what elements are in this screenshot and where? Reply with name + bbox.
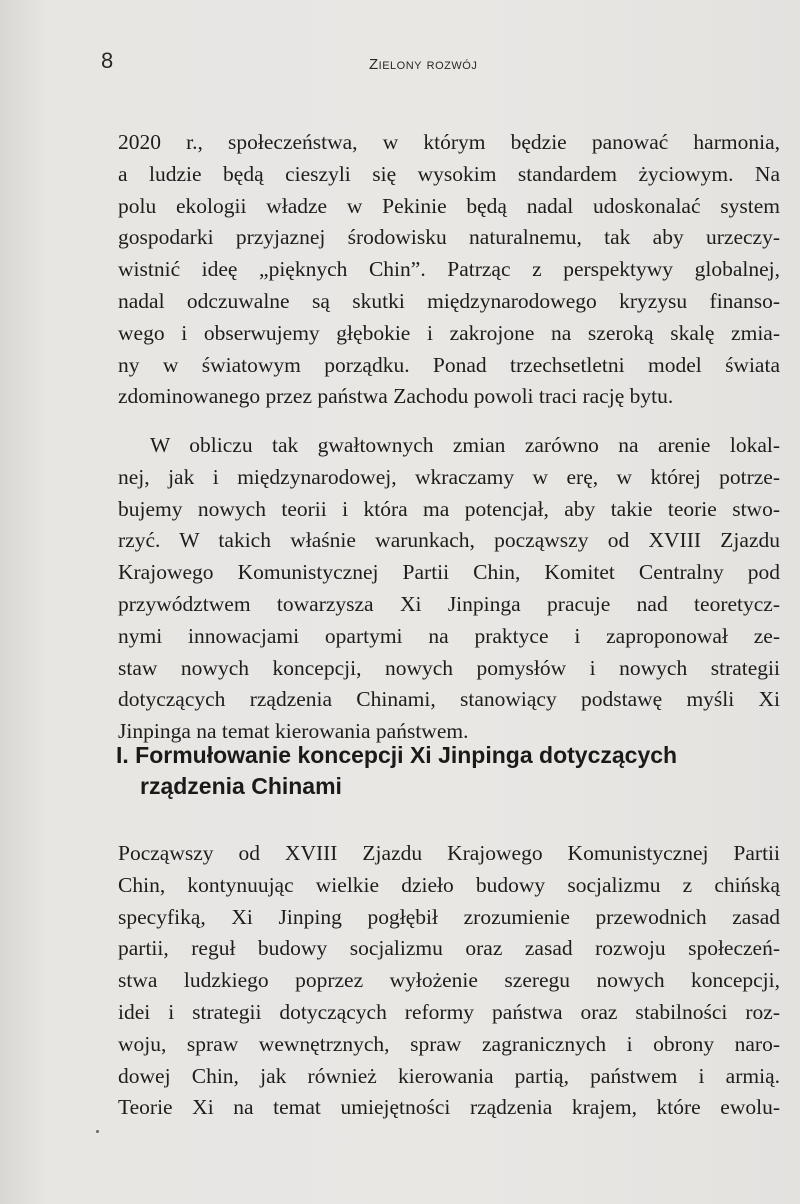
text-line: nej, jak i międzynarodowej, wkraczamy w erę, w której potrze- (118, 464, 780, 489)
text-line: Krajowego Komunistycznej Partii Chin, Komitet Centralny pod (118, 560, 780, 585)
text-line: wego i obserwujemy głębokie i zakrojone na szeroką skalę zmia- (118, 320, 780, 345)
paragraph-2 (118, 430, 780, 748)
text-line: rzyć. W takich właśnie warunkach, począwszy od XVIII Zjazdu (118, 528, 780, 553)
text-line: specyfiką, Xi Jinping pogłębił zrozumienie przewodnich zasad (118, 904, 780, 929)
text-line: bujemy nowych teorii i która ma potencjał, aby takie teorie stwo- (118, 496, 780, 521)
text-line: Począwszy od XVIII Zjazdu Krajowego Komunistycznej Partii (118, 841, 780, 865)
text-line: zdominowanego przez państwa Zachodu powoli traci rację bytu. (118, 384, 674, 409)
text-line: woju, spraw wewnętrznych, spraw zagranicznych i obrony naro- (118, 1031, 780, 1056)
text-line: W obliczu tak gwałtownych zmian zarówno na arenie lokal- (150, 433, 780, 457)
text-line: a ludzie będą cieszyli się wysokim standardem życiowym. Na (118, 161, 780, 186)
text-line: 2020 r., społeczeństwa, w którym będzie panować harmonia, (118, 130, 780, 154)
section-heading-line-1: I. Formułowanie koncepcji Xi Jinpinga dotyczących (116, 742, 678, 768)
margin-dot (96, 1130, 99, 1133)
text-line: idei i strategii dotyczących reformy państwa oraz stabilności roz- (118, 999, 780, 1024)
text-line: polu ekologii władze w Pekinie będą nadal udoskonalać system (118, 193, 780, 218)
text-line: stwa ludzkiego poprzez wyłożenie szeregu nowych koncepcji, (118, 968, 780, 993)
text-line: dotyczących rządzenia Chinami, stanowiący podstawę myśli Xi (118, 687, 780, 712)
text-line: dowej Chin, jak również kierowania partią, państwem i armią. (118, 1063, 780, 1088)
running-title: Zielony rozwój (369, 56, 478, 73)
text-line: Chin, kontynuując wielkie dzieło budowy socjalizmu z chińską (118, 872, 780, 897)
text-line: nymi innowacjami opartymi na praktyce i zaproponował ze- (118, 623, 780, 648)
text-line: Jinpinga na temat kierowania państwem. (118, 719, 469, 744)
text-line: Teorie Xi na temat umiejętności rządzenia krajem, które ewolu- (118, 1095, 780, 1120)
text-line: ny w światowym porządku. Ponad trzechsetletni model świata (118, 352, 780, 377)
text-line: staw nowych koncepcji, nowych pomysłów i nowych strategii (118, 655, 780, 680)
section-heading-line-2: rządzenia Chinami (140, 773, 342, 799)
running-head (101, 48, 791, 78)
page-number: 8 (101, 48, 114, 73)
text-line: nadal odczuwalne są skutki międzynarodowego kryzysu finanso- (118, 288, 780, 313)
text-line: partii, reguł budowy socjalizmu oraz zasad rozwoju społeczeń- (118, 936, 780, 961)
paragraph-3 (118, 838, 780, 1124)
text-line: przywództwem towarzysza Xi Jinpinga pracuje nad teoretycz- (118, 591, 780, 616)
paragraph-1 (118, 127, 780, 413)
text-line: wistnić ideę „pięknych Chin”. Patrząc z perspektywy globalnej, (118, 257, 780, 282)
section-heading (116, 740, 786, 802)
text-line: gospodarki przyjaznej środowisku naturalnemu, tak aby urzeczy- (118, 225, 780, 250)
